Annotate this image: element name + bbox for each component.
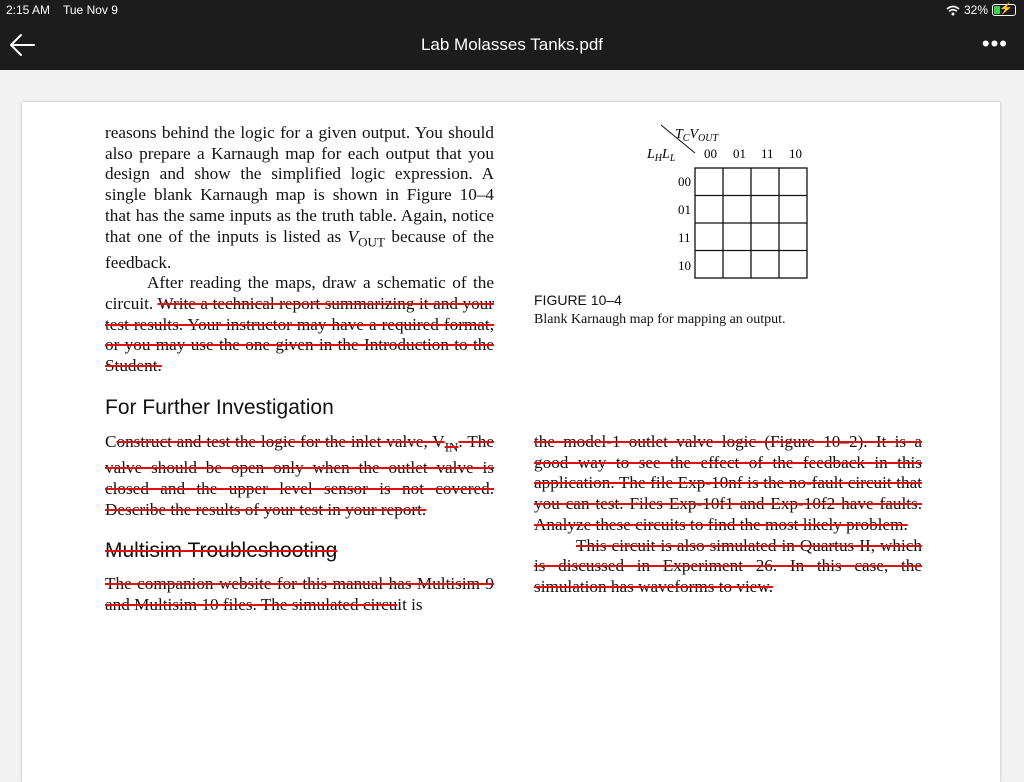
paragraph-text: C [105, 432, 117, 451]
wifi-icon [946, 5, 960, 16]
paragraph [105, 123, 494, 273]
figure-caption-title: FIGURE 10–4 [534, 292, 622, 308]
paragraph-text: After reading the maps, draw a schematic of the circuit. [105, 273, 494, 314]
struck-text: . The valve should be open only when the outlet valve is closed and the upper level sensor is not covered. Describe the results of your test in your report. [105, 432, 494, 519]
pdf-page [22, 102, 1000, 782]
status-time: 2:15 AM [6, 3, 51, 17]
kmap-col-header: 10 [789, 146, 802, 161]
title-bar [0, 20, 1024, 70]
paragraph-text-end: because of the feedback. [105, 226, 494, 272]
struck-paragraph: the model-1 outlet valve logic (Figure 10–2). It is a good way to see the effect of the feedback in this application. The file Exp-10nf is the no-fault circuit that you can test. Files Exp-10f1 and Exp-10f2 have faults. Analyze these circuits to find the most likely problem. [534, 432, 922, 534]
kmap-row-header: 10 [678, 258, 691, 273]
kmap-col-header: 01 [733, 146, 746, 161]
struck-text: onstruct and test the logic for the inlet valve, V [116, 432, 445, 451]
more-options-icon[interactable]: ••• [981, 31, 1008, 56]
status-right [946, 3, 1016, 17]
kmap-row-header: 11 [678, 230, 691, 245]
kmap-grid [695, 168, 807, 278]
vout-symbol: V [347, 226, 359, 246]
further-investigation-heading: For Further Investigation [105, 396, 334, 419]
status-bar [0, 0, 1024, 20]
kmap-col-header: 11 [761, 146, 774, 161]
struck-text: The companion website for this manual has Multisim 9 and Multisim 10 files. The simulated circu [105, 574, 494, 614]
vout-subscript: OUT [358, 233, 385, 249]
battery-icon [992, 4, 1016, 16]
paragraph [105, 273, 494, 377]
struck-text: Write a technical report summarizing it and your test results. Your instructor may have a required format, or you may use the one given in the Introduction to the Student. [105, 294, 494, 376]
paragraph-text: it is [397, 594, 423, 614]
kmap-col-header: 00 [704, 146, 717, 161]
struck-paragraph: This circuit is also simulated in Quartus II, which is discussed in Experiment 26. In this case, the simulation has waveforms to view. [534, 535, 922, 596]
kmap-row-header: 00 [678, 174, 691, 189]
karnaugh-map [637, 120, 837, 285]
kmap-row-label: $L_HL_L$ [647, 147, 676, 164]
kmap-column-label: $T_CV_{OUT}$ [675, 127, 719, 144]
vin-subscript: IN [444, 439, 459, 455]
battery-percent: 32% [963, 3, 988, 17]
status-date: Tue Nov 9 [63, 3, 118, 17]
kmap-row-header: 01 [678, 202, 691, 217]
paragraph-text: reasons behind the logic for a given output. You should also prepare a Karnaugh map for each output that you design and show the simplified logic expression. A single blank Karnaugh map is shown in Figure 10–4 that has the same inputs as the truth table. Again, notice that one of the inputs is listed as [105, 123, 494, 246]
right-column-text [534, 432, 922, 598]
charging-bolt-icon: ⚡ [999, 3, 1013, 15]
left-column-text [105, 123, 494, 377]
multisim-text [105, 574, 494, 615]
multisim-heading: Multisim Troubleshooting [105, 539, 338, 562]
figure-caption: Blank Karnaugh map for mapping an output. [534, 312, 786, 327]
further-investigation-text [105, 432, 494, 520]
document-title: Lab Molasses Tanks.pdf [420, 35, 604, 54]
